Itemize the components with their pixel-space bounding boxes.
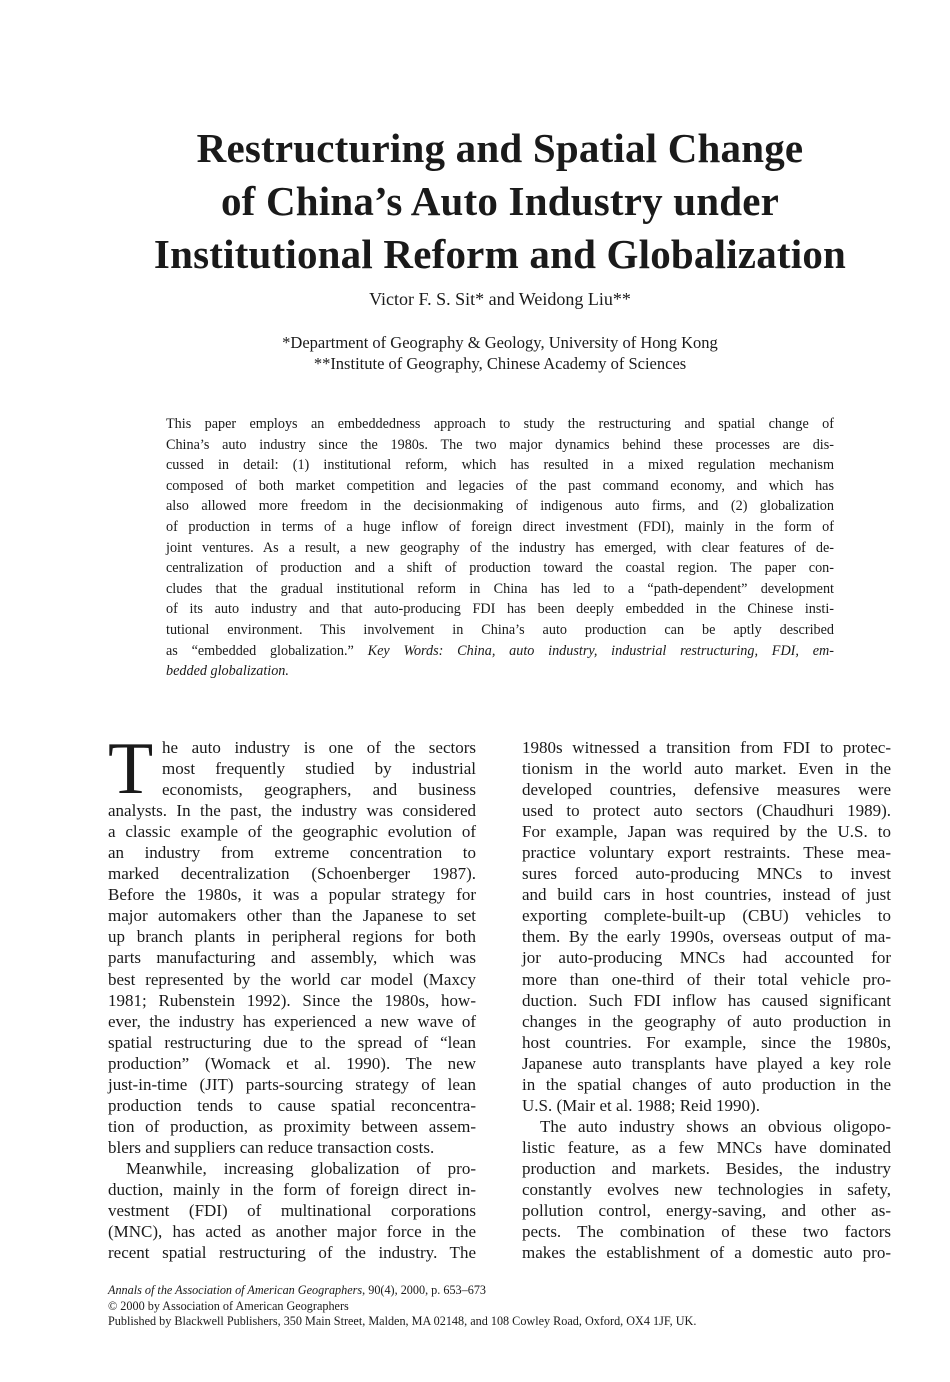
body-line: sures forced auto-producing MNCs to invest: [522, 864, 891, 884]
abstract: [166, 414, 834, 682]
abstract-keywords-line: [166, 641, 834, 662]
body-line: (MNC), has acted as another major force in the: [108, 1222, 476, 1242]
body-line: duction, mainly in the form of foreign direct in-: [108, 1179, 476, 1199]
affiliation-line: *Department of Geography & Geology, University of Hong Kong: [282, 333, 718, 352]
body-line: jor auto-producing MNCs had accounted for: [522, 948, 891, 968]
body-line: marked decentralization (Schoenberger 1987).: [108, 864, 476, 884]
body-line: an industry from extreme concentration to: [108, 843, 476, 863]
abstract-line: China’s auto industry since the 1980s. The two major dynamics behind these processes are dis-: [166, 436, 834, 453]
body-line: more than one-third of their total vehicle pro-: [522, 969, 891, 989]
abstract-line: joint ventures. As a result, a new geography of the industry has emerged, with clear features of de-: [166, 539, 834, 556]
body-column-right: [522, 737, 891, 1263]
journal-name: Annals of the Association of American Geographers: [108, 1283, 363, 1297]
title-line: Restructuring and Spatial Change: [196, 125, 804, 171]
abstract-line: of its auto industry and that auto-producing FDI has been deeply embedded in the Chinese insti-: [166, 601, 834, 618]
body-line: pects. The combination of these two factors: [522, 1222, 891, 1242]
body-line: just-in-time (JIT) parts-sourcing strategy of lean: [108, 1074, 476, 1094]
body-line: used to protect auto sectors (Chaudhuri 1989).: [522, 801, 891, 821]
body-line: The auto industry shows an obvious oligopo-: [540, 1116, 891, 1136]
body-line: Japanese auto transplants have played a key role: [522, 1053, 891, 1073]
author-names: Victor F. S. Sit* and Weidong Liu**: [369, 289, 631, 309]
body-line: constantly evolves new technologies in safety,: [522, 1179, 891, 1199]
abstract-line: tutional environment. This involvement in China’s auto production can be aptly described: [166, 621, 834, 638]
abstract-line: centralization of production and a shift of production toward the coastal region. The paper con-: [166, 560, 834, 577]
abstract-line: of production in terms of a huge inflow of foreign direct investment (FDI), mainly in the form of: [166, 518, 834, 535]
title-line: Institutional Reform and Globalization: [153, 231, 847, 277]
body-line: and build cars in host countries, instead of just: [522, 885, 891, 905]
body-line: ever, the industry has experienced a new wave of: [108, 1011, 476, 1031]
affiliation-line: **Institute of Geography, Chinese Academy of Sciences: [313, 354, 687, 373]
abstract-text: as “embedded globalization.”: [166, 642, 368, 659]
body-line: spatial restructuring due to the spread of “lean: [108, 1032, 476, 1052]
body-line: practice voluntary export restraints. These mea-: [522, 843, 891, 863]
drop-cap: T: [108, 728, 154, 810]
citation-details: , 90(4), 2000, p. 653–673: [362, 1283, 487, 1297]
body-line: makes the establishment of a domestic auto pro-: [522, 1243, 891, 1263]
body-line: production” (Womack et al. 1990). The new: [108, 1053, 476, 1073]
body-line: listic feature, as a few MNCs have dominated: [522, 1137, 891, 1157]
body-line: U.S. (Mair et al. 1988; Reid 1990).: [522, 1095, 760, 1115]
body-column-left: [108, 728, 476, 1263]
body-line: blers and suppliers can reduce transaction costs.: [108, 1137, 435, 1157]
body-line: exporting complete-built-up (CBU) vehicles to: [522, 906, 891, 926]
keywords-label: Key Words:: [367, 642, 444, 659]
body-line: changes in the geography of auto production in: [522, 1011, 891, 1031]
body-line: analysts. In the past, the industry was considered: [108, 801, 476, 821]
body-line: a classic example of the geographic evolution of: [108, 822, 476, 842]
abstract-line: cussed in detail: (1) institutional reform, which has resulted in a mixed regulation mechanism: [166, 457, 834, 474]
body-line: most frequently studied by industrial: [162, 759, 476, 779]
body-line: economists, geographers, and business: [162, 780, 476, 800]
body-line: in the spatial changes of auto production in the: [522, 1074, 891, 1094]
copyright-line: © 2000 by Association of American Geographers: [108, 1298, 349, 1313]
body-line: production tends to cause spatial reconcentra-: [108, 1095, 476, 1115]
article-title: [100, 122, 900, 281]
page-footer: [108, 1283, 808, 1330]
body-line: vestment (FDI) of multinational corporations: [108, 1201, 476, 1221]
keywords-continued: bedded globalization.: [166, 663, 289, 680]
body-line: 1980s witnessed a transition from FDI to protec-: [522, 738, 891, 757]
abstract-line: composed of both market competition and legacies of the past command economy, and which has: [166, 477, 834, 494]
abstract-line: also allowed more freedom in the decisionmaking of indigenous auto firms, and (2) globalization: [166, 498, 834, 515]
body-line: developed countries, defensive measures were: [522, 780, 891, 800]
body-line: production and markets. Besides, the industry: [522, 1158, 891, 1178]
body-line: major automakers other than the Japanese to set: [108, 906, 476, 926]
publisher-line: Published by Blackwell Publishers, 350 Main Street, Malden, MA 02148, and 108 Cowley Road, Oxford, OX4 1JF, UK.: [108, 1314, 697, 1329]
body-line: them. By the early 1990s, overseas output of ma-: [522, 927, 891, 947]
body-line: tion of production, as proximity between assem-: [108, 1116, 476, 1136]
keywords: China, auto industry, industrial restructuring, FDI, em-: [443, 642, 834, 659]
body-line: For example, Japan was required by the U.S. to: [522, 822, 891, 842]
body-line: up branch plants in peripheral regions for both: [108, 927, 476, 947]
body-line: 1981; Rubenstein 1992). Since the 1980s, how-: [108, 990, 476, 1010]
body-line: Meanwhile, increasing globalization of pro-: [126, 1158, 476, 1178]
abstract-line: This paper employs an embeddedness approach to study the restructuring and spatial change of: [166, 416, 834, 432]
body-line: best represented by the world car model (Maxcy: [108, 969, 476, 989]
body-line: parts manufacturing and assembly, which was: [108, 948, 476, 968]
title-line: of China’s Auto Industry under: [220, 178, 780, 224]
citation-line: [108, 1283, 808, 1299]
body-line: pollution control, energy-saving, and other as-: [522, 1201, 891, 1221]
affiliations: [100, 332, 900, 374]
abstract-line: cludes that the gradual institutional reform in China has led to a “path-dependent” development: [166, 580, 834, 597]
body-line: Before the 1980s, it was a popular strategy for: [108, 885, 476, 905]
body-line: he auto industry is one of the sectors: [162, 738, 476, 757]
body-line: recent spatial restructuring of the industry. The: [108, 1243, 476, 1263]
body-line: tionism in the world auto market. Even in the: [522, 759, 891, 779]
body-line: duction. Such FDI inflow has caused significant: [522, 990, 891, 1010]
body-line: host countries. For example, since the 1980s,: [522, 1032, 891, 1052]
